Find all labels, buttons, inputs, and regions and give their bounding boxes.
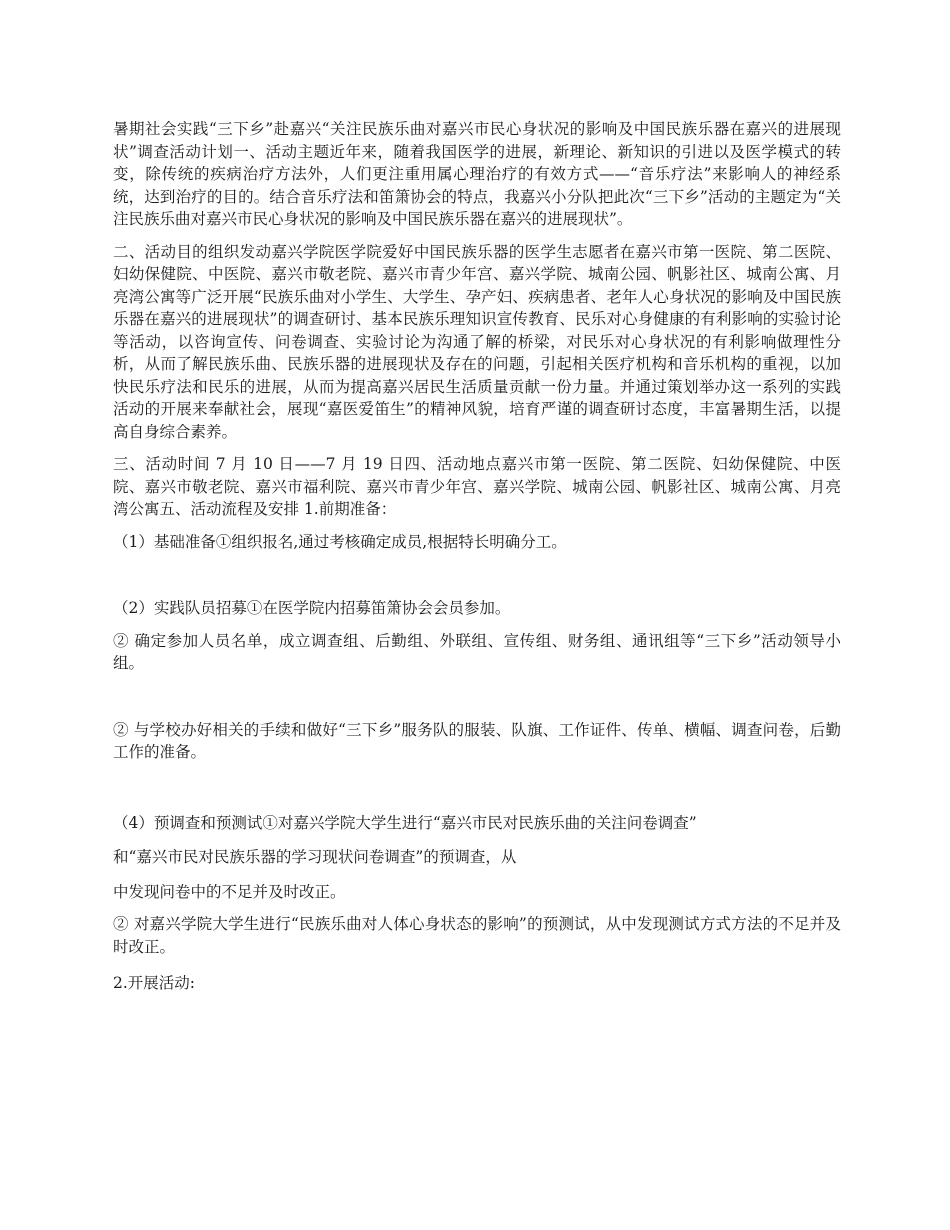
document-body <box>113 118 841 995</box>
paragraph-carry-out-activities: 2.开展活动: <box>113 974 196 992</box>
paragraph-member-recruitment: （2）实践队员招募①在医学院内招募笛箫协会会员参加。 <box>113 599 511 617</box>
paragraph-school-procedures: ② 与学校办好相关的手续和做好“三下乡”服务队的服装、队旗、工作证件、传单、横幅、调查问卷，后勤工作的准备。 <box>113 720 841 761</box>
paragraph-activity-theme: 暑期社会实践“三下乡”赴嘉兴“关注民族乐曲对嘉兴市民心身状况的影响及中国民族乐器在嘉兴的进展现状”调查活动计划一、活动主题近年来，随着我国医学的进展，新理论、新知识的引进以及医学模式的转变，除传统的疾病治疗方法外，人们更注重用属心理治疗的有效方式——“音乐疗法”来影响人的神经系统，达到治疗的目的。结合音乐疗法和笛箫协会的特点，我嘉兴小分队把此次“三下乡”活动的主题定为“关注民族乐曲对嘉兴市民心身状况的影响及中国民族乐器在嘉兴的进展现状”。 <box>113 120 841 228</box>
paragraph-pre-test: ② 对嘉兴学院大学生进行“民族乐曲对人体心身状态的影响”的预测试，从中发现测试方式方法的不足并及时改正。 <box>113 915 841 956</box>
paragraph-basic-preparation: （1）基础准备①组织报名,通过考核确定成员,根据特长明确分工。 <box>113 532 567 551</box>
paragraph-pre-survey-cont: 和“嘉兴市民对民族乐器的学习现状问卷调查”的预调查，从 <box>113 848 517 866</box>
paragraph-pre-survey: （4）预调查和预测试①对嘉兴学院大学生进行“嘉兴市民对民族乐曲的关注问卷调查” <box>113 813 697 832</box>
paragraph-activity-purpose: 二、活动目的组织发动嘉兴学院医学院爱好中国民族乐器的医学生志愿者在嘉兴市第一医院、第二医院、妇幼保健院、中医院、嘉兴市敬老院、嘉兴市青少年宫、嘉兴学院、城南公园、帆影社区、城南公寓、月亮湾公寓等广泛开展“民族乐曲对小学生、大学生、孕产妇、疾病患者、老年人心身状况的影响及中国民族乐器在嘉兴的进展现状”的调查研讨、基本民族乐理知识宣传教育、民乐对心身健康的有利影响的实验讨论等活动，以咨询宣传、问卷调查、实验讨论为沟通了解的桥梁，对民乐对心身状况的有利影响做理性分析，从而了解民族乐曲、民族乐器的进展现状及存在的问题，引起相关医疗机构和音乐机构的重视，以加快民乐疗法和民乐的进展，从而为提高嘉兴居民生活质量贡献一份力量。并通过策划举办这一系列的实践活动的开展来奉献社会，展现“嘉医爱笛生”的精神风貌，培育严谨的调查研讨态度，丰富暑期生活，以提高自身综合素养。 <box>113 242 841 441</box>
paragraph-activity-time-location: 三、活动时间 7 月 10 日——7 月 19 日四、活动地点嘉兴市第一医院、第二医院、妇幼保健院、中医院、嘉兴市敬老院、嘉兴市福利院、嘉兴市青少年宫、嘉兴学院、城南公园、帆影社区、城南公寓、月亮湾公寓五、活动流程及安排 1.前期准备： <box>113 455 841 518</box>
paragraph-confirm-members: ② 确定参加人员名单，成立调查组、后勤组、外联组、宣传组、财务组、通讯组等“三下乡”活动领导小组。 <box>113 631 841 672</box>
paragraph-pre-survey-correction: 中发现问卷中的不足并及时改正。 <box>113 882 346 901</box>
